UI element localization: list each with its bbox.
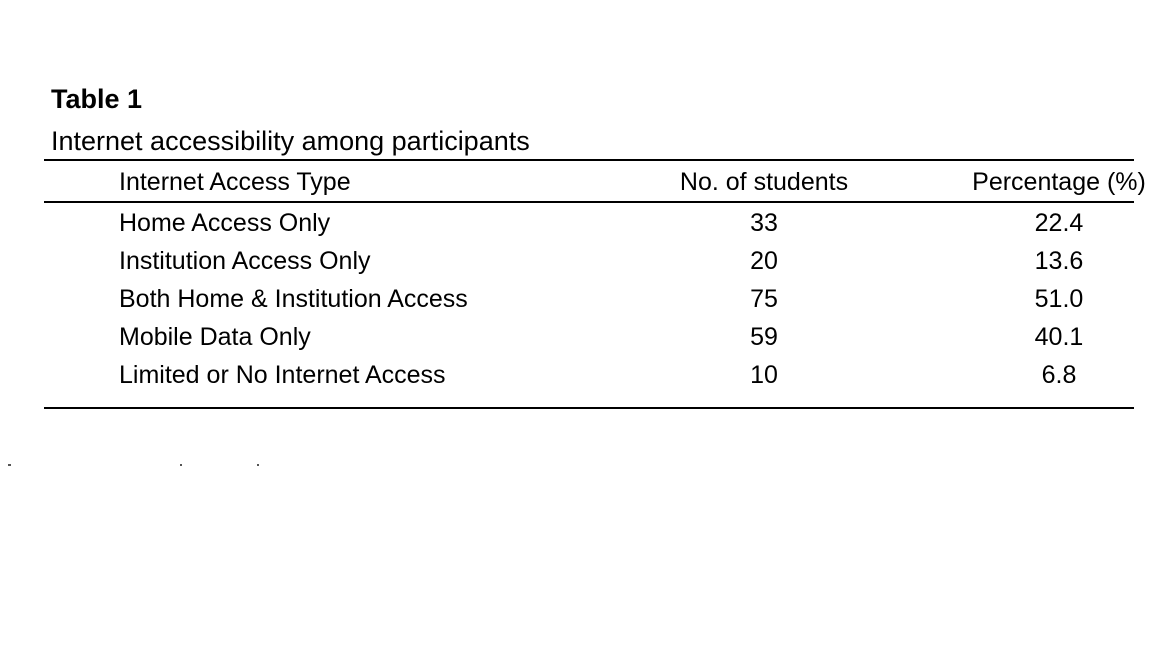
cell-access-type: Limited or No Internet Access <box>119 360 446 389</box>
cell-access-type: Home Access Only <box>119 208 331 237</box>
cropped-text-mark <box>180 464 182 466</box>
header-internet-access-type: Internet Access Type <box>119 167 351 196</box>
table-row <box>44 202 1176 242</box>
table-row <box>44 356 1176 394</box>
table-row <box>44 318 1176 356</box>
cropped-text-mark <box>257 464 259 466</box>
table-bottom-rule <box>44 407 1134 409</box>
cell-access-type: Mobile Data Only <box>119 322 311 351</box>
table-label: Table 1 <box>51 84 143 114</box>
table-row <box>44 280 1176 318</box>
cell-percentage: 6.8 <box>1041 360 1077 389</box>
cell-percentage: 51.0 <box>1034 284 1084 313</box>
cell-student-count: 10 <box>750 360 778 389</box>
cell-student-count: 20 <box>750 246 778 275</box>
table-header-row <box>44 162 1176 202</box>
table-caption: Internet accessibility among participants <box>51 126 530 156</box>
header-no-of-students: No. of students <box>679 167 849 196</box>
cell-student-count: 59 <box>750 322 778 351</box>
cell-access-type: Both Home & Institution Access <box>119 284 468 313</box>
cell-student-count: 33 <box>750 208 778 237</box>
cell-percentage: 22.4 <box>1034 208 1084 237</box>
cropped-text-mark <box>8 464 11 466</box>
table-top-rule <box>44 159 1134 161</box>
cell-percentage: 40.1 <box>1034 322 1084 351</box>
cell-student-count: 75 <box>750 284 778 313</box>
internet-access-table <box>44 162 1176 394</box>
header-percentage: Percentage (%) <box>972 167 1146 196</box>
table-row <box>44 242 1176 280</box>
cell-percentage: 13.6 <box>1034 246 1084 275</box>
cell-access-type: Institution Access Only <box>119 246 371 275</box>
